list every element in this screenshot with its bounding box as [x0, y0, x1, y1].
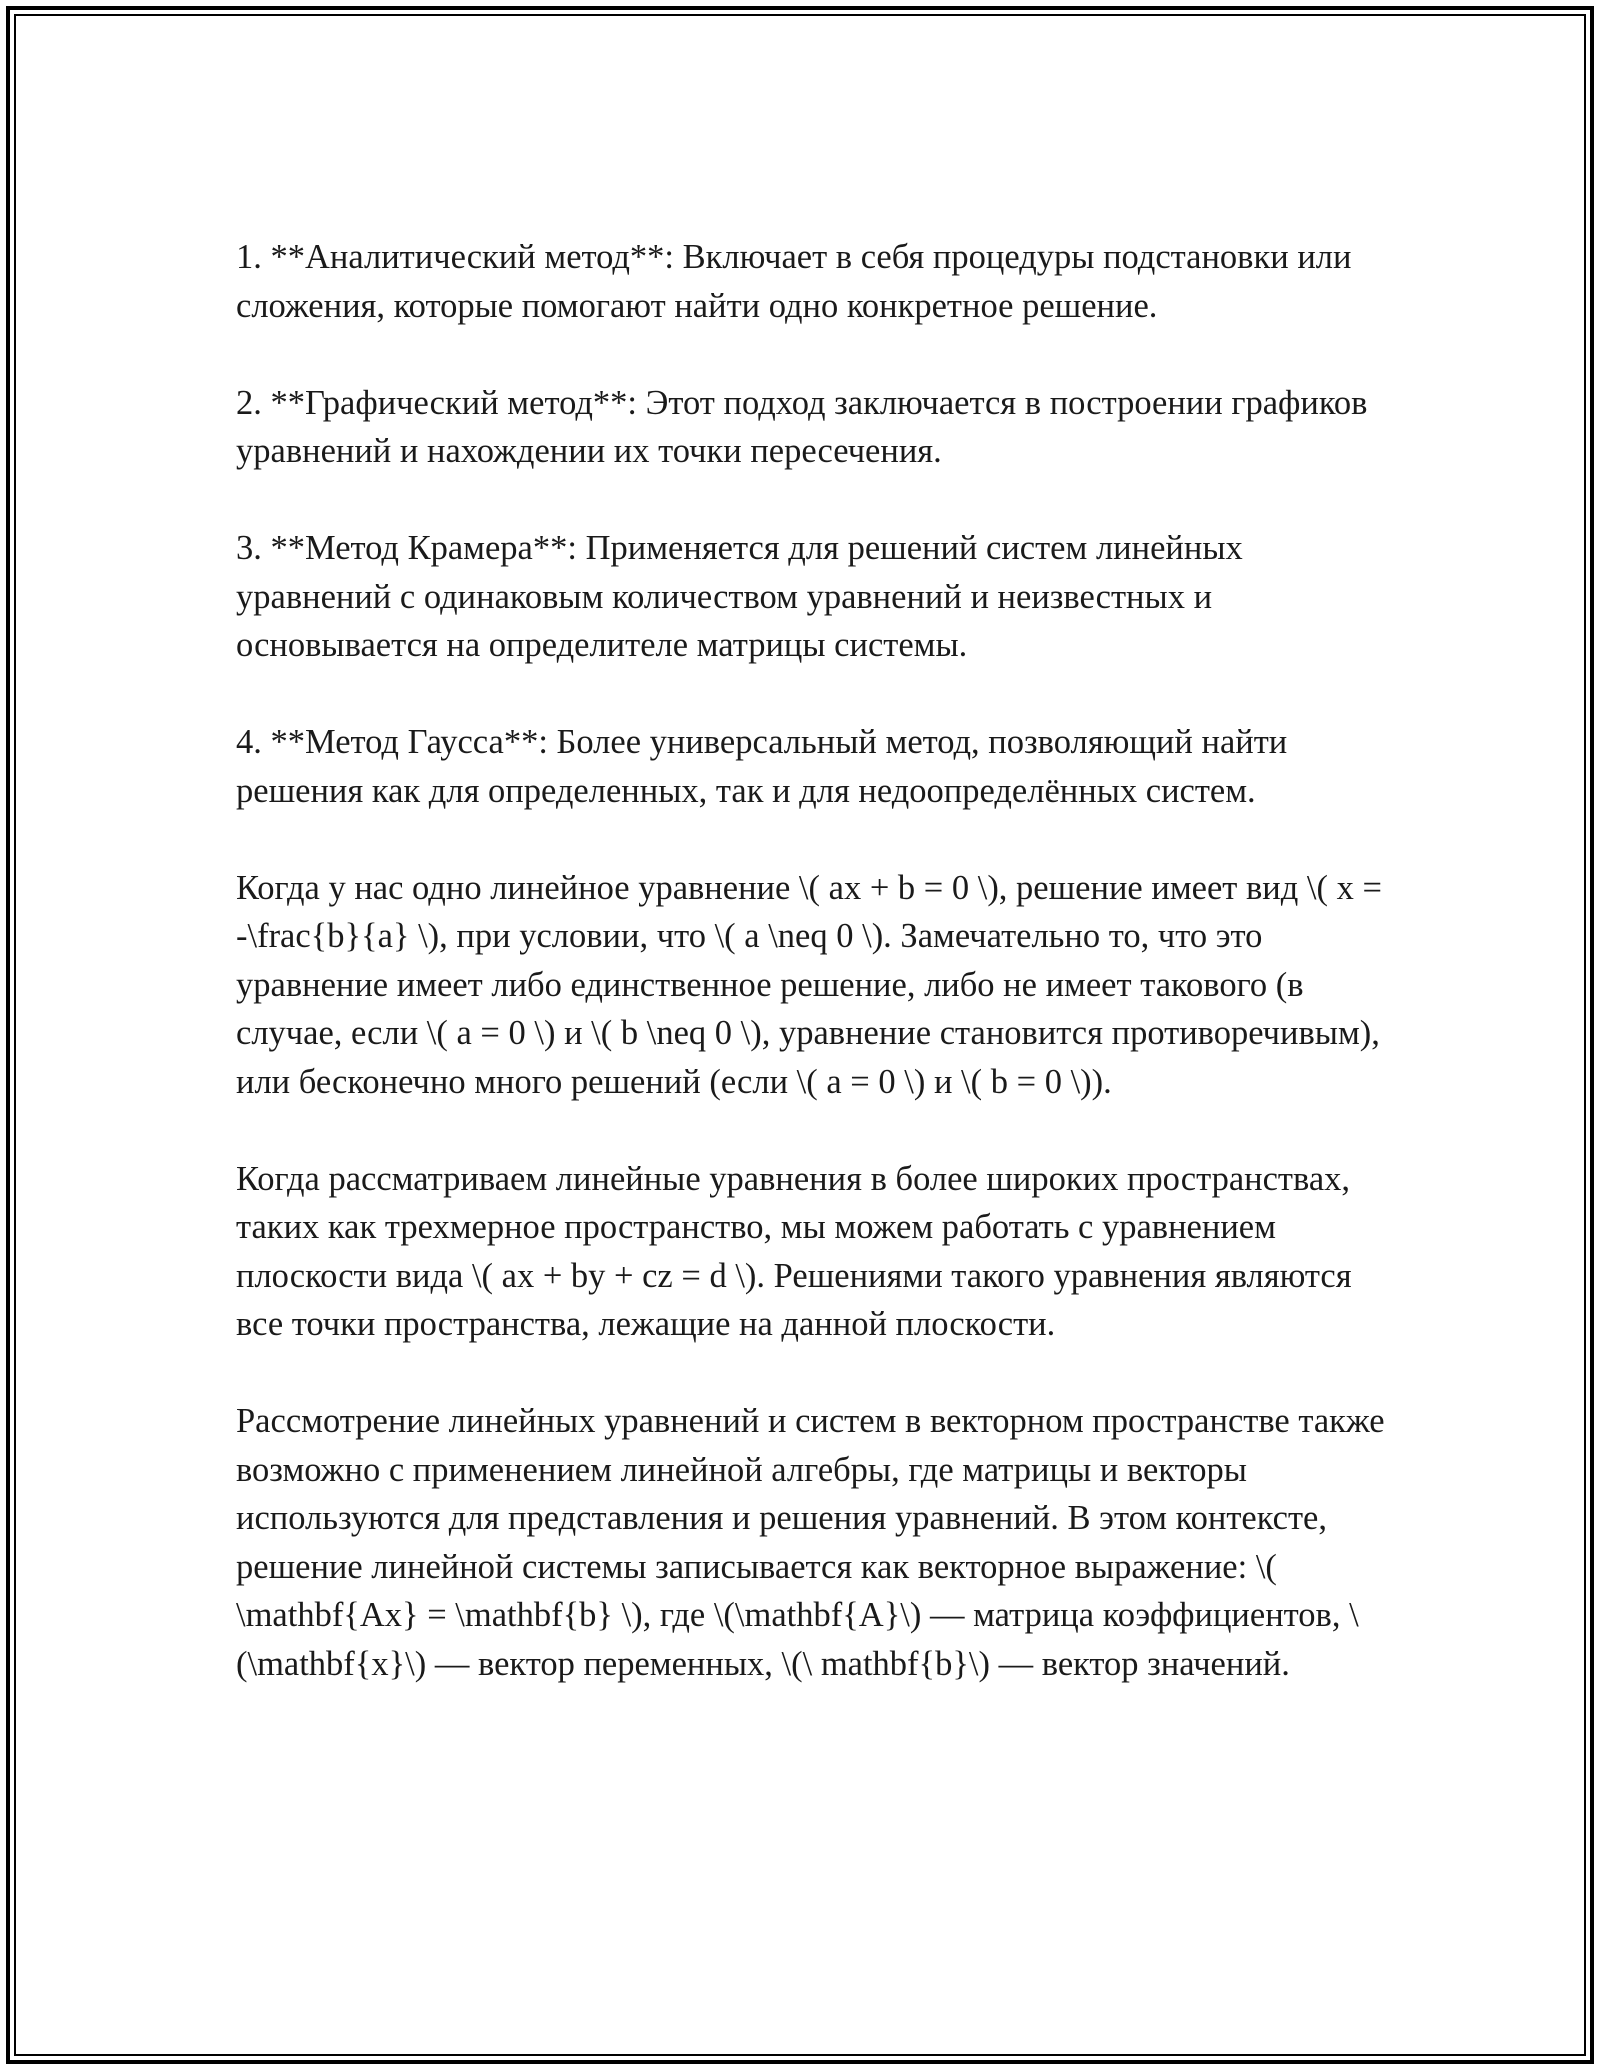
paragraph-graphical-method: 2. **Графический метод**: Этот подход заключается в построении графиков уравнений и нахождении их точки пересечения. — [236, 383, 1368, 470]
paragraph-single-equation: Когда у нас одно линейное уравнение \( ax + b = 0 \), решение имеет вид \( x = -\frac{b}{a} \), при условии, что \( a \neq 0 \). Замечательно то, что это уравнение имеет либо единственное решение, либо не имеет такового (в случае, если \( a = 0 \) и \( b \neq 0 \), уравнение становится противоречивым), или бесконечно много решений (если \( a = 0 \) и \( b = 0 \)). — [236, 868, 1382, 1101]
paragraph-vector-space: Рассмотрение линейных уравнений и систем в векторном пространстве также возможно с применением линейной алгебры, где матрицы и векторы используются для представления и решения уравнений. В этом контексте, решение линейной системы записывается как векторное выражение: \( \mathbf{Ax} = \mathbf{b} \), где \(\mathbf{A}\) — матрица коэффициентов, \(\mathbf{x}\) — вектор переменных, \(\ mathbf{b}\) — вектор значений. — [236, 1402, 1385, 1683]
paragraph-analytic-method: 1. **Аналитический метод**: Включает в себя процедуры подстановки или сложения, которые помогают найти одно конкретное решение. — [236, 238, 1352, 325]
paragraph-cramer-method: 3. **Метод Крамера**: Применяется для решений систем линейных уравнений с одинаковым количеством уравнений и неизвестных и основывается на определителе матрицы системы. — [236, 529, 1243, 664]
document-body — [236, 233, 1386, 1737]
paragraph-plane-equation: Когда рассматриваем линейные уравнения в более широких пространствах, таких как трехмерное пространство, мы можем работать с уравнением плоскости вида \( ax + by + cz = d \). Решениями такого уравнения являются все точки пространства, лежащие на данной плоскости. — [236, 1159, 1352, 1343]
paragraph-gauss-method: 4. **Метод Гаусса**: Более универсальный метод, позволяющий найти решения как для определенных, так и для недоопределённых систем. — [236, 723, 1288, 810]
